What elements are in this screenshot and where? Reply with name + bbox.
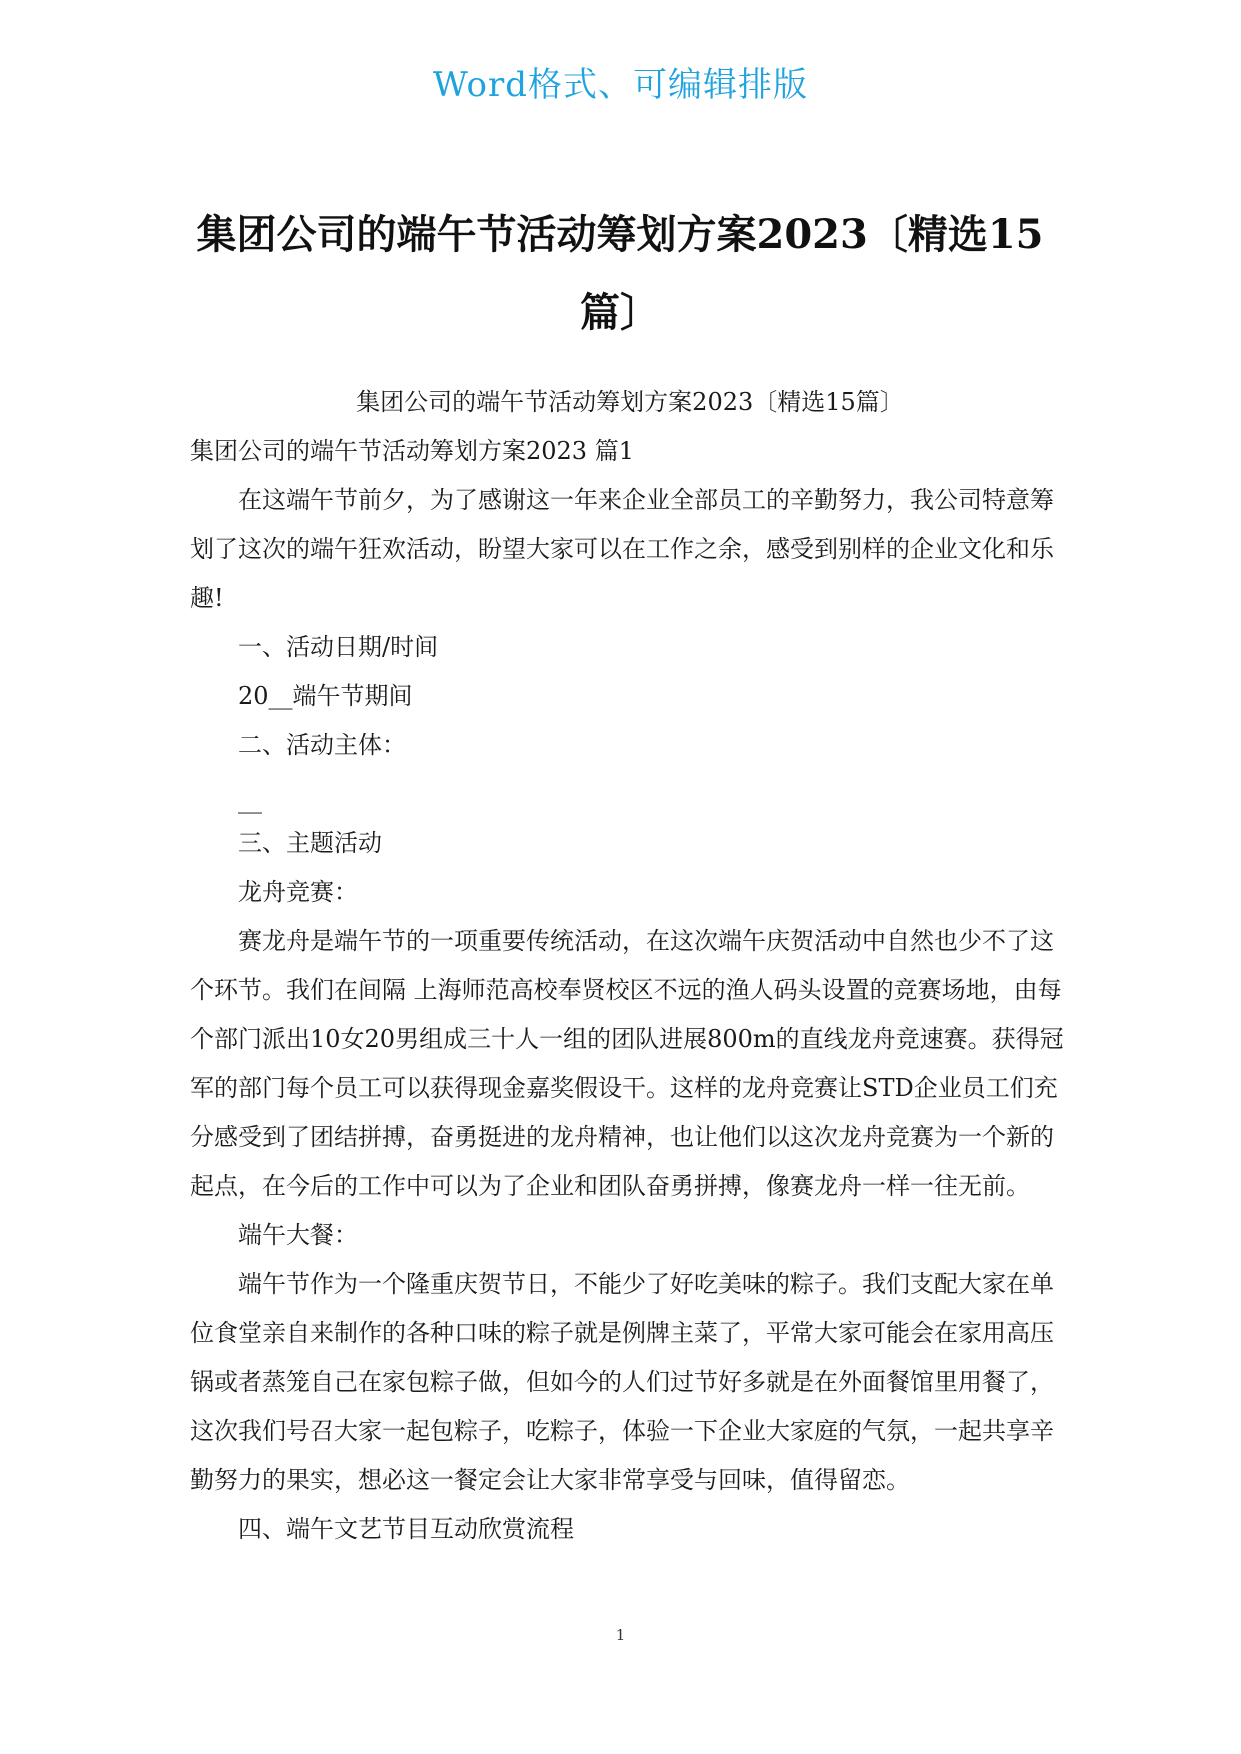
document-header: Word格式、可编辑排版 (432, 65, 809, 105)
section-heading: 集团公司的端午节活动筹划方案2023 篇1 (190, 437, 634, 465)
paragraph-dragon-boat: 赛龙舟是端午节的一项重要传统活动，在这次端午庆贺活动中自然也少不了这个环节。我们在间隔 上海师范高校奉贤校区不远的渔人码头设置的竞赛场地，由每个部门派出10女20男组成三十人一组的团队进展800m的直线龙舟竞速赛。获得冠军的部门每个员工可以获得现金嘉奖假设干。这样的龙舟竞赛让STD企业员工们充分感受到了团结拼搏，奋勇挺进的龙舟精神，也让他们以这次龙舟竞赛为一个新的起点，在今后的工作中可以为了企业和团队奋勇拼搏，像赛龙舟一样一往无前。 (190, 927, 1064, 1200)
heading-activity-date: 一、活动日期/时间 (238, 633, 439, 661)
heading-performance: 四、端午文艺节目互动欣赏流程 (238, 1515, 574, 1543)
heading-activity-subject: 二、活动主体： (238, 731, 406, 759)
document-title: 集团公司的端午节活动筹划方案2023〔精选15篇〕 (196, 211, 1044, 336)
paragraph-subject-blank: __ (238, 786, 262, 814)
heading-dinner: 端午大餐： (238, 1221, 358, 1249)
paragraph-dinner: 端午节作为一个隆重庆贺节日，不能少了好吃美味的粽子。我们支配大家在单位食堂亲自来制作的各种口味的粽子就是例牌主菜了，平常大家可能会在家用高压锅或者蒸笼自己在家包粽子做，但如今的人们过节好多就是在外面餐馆里用餐了，这次我们号召大家一起包粽子，吃粽子，体验一下企业大家庭的气氛，一起共享辛勤努力的果实，想必这一餐定会让大家非常享受与回味，值得留恋。 (190, 1270, 1054, 1494)
paragraph-date: 20__端午节期间 (238, 682, 413, 710)
heading-theme-activity: 三、主题活动 (238, 829, 382, 857)
heading-dragon-boat: 龙舟竞赛： (238, 878, 358, 906)
paragraph-intro: 在这端午节前夕，为了感谢这一年来企业全部员工的辛勤努力，我公司特意筹划了这次的端午狂欢活动，盼望大家可以在工作之余，感受到别样的企业文化和乐趣! (190, 486, 1054, 612)
document-body (190, 427, 1070, 1554)
document-subtitle: 集团公司的端午节活动筹划方案2023〔精选15篇〕 (356, 388, 904, 416)
page-number: 1 (615, 1626, 626, 1644)
